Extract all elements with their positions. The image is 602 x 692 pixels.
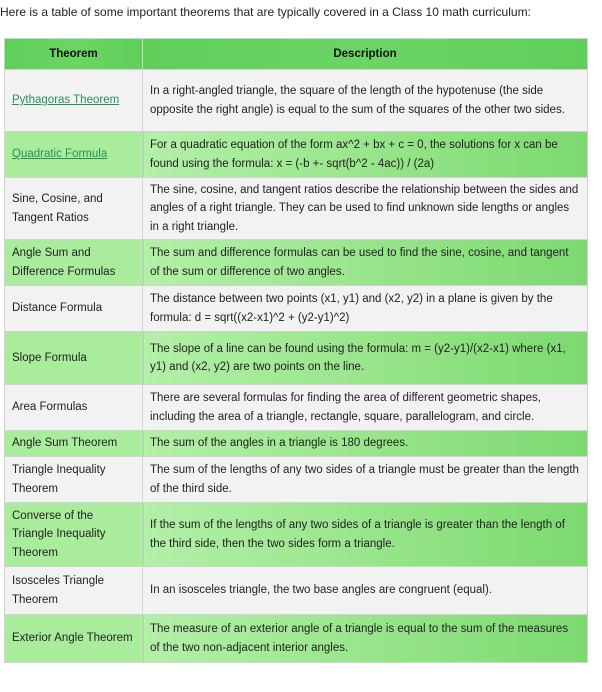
theorem-cell xyxy=(5,70,143,132)
theorem-cell: Slope Formula xyxy=(5,332,143,385)
table-row xyxy=(5,178,588,240)
header-theorem: Theorem xyxy=(5,39,143,70)
theorems-table xyxy=(4,38,588,663)
table-row xyxy=(5,431,588,457)
description-cell: There are several formulas for finding the area of different geometric shapes, including the area of a triangle, rectangle, square, parallelogram, and circle. xyxy=(143,385,588,431)
theorem-cell: Isosceles Triangle Theorem xyxy=(5,567,143,615)
description-cell: If the sum of the lengths of any two sides of a triangle is greater than the length of the third side, then the two sides form a triangle. xyxy=(143,503,588,567)
table-row xyxy=(5,70,588,132)
theorem-cell: Distance Formula xyxy=(5,286,143,332)
description-cell: In an isosceles triangle, the two base angles are congruent (equal). xyxy=(143,567,588,615)
table-row xyxy=(5,332,588,385)
table-row xyxy=(5,286,588,332)
theorem-link-pythagoras[interactable]: Pythagoras Theorem xyxy=(12,94,120,107)
table-row xyxy=(5,503,588,567)
theorem-cell: Triangle Inequality Theorem xyxy=(5,457,143,503)
table-header-row xyxy=(5,39,588,70)
theorem-cell: Angle Sum Theorem xyxy=(5,431,143,457)
table-row xyxy=(5,240,588,286)
theorem-cell: Exterior Angle Theorem xyxy=(5,615,143,663)
intro-text: Here is a table of some important theorems that are typically covered in a Class 10 math curriculum: xyxy=(0,5,531,19)
description-cell: The distance between two points (x1, y1) and (x2, y2) in a plane is given by the formula: d = sqrt((x2-x1)^2 + (y2-y1)^2) xyxy=(143,286,588,332)
description-cell: The measure of an exterior angle of a triangle is equal to the sum of the measures of the two non-adjacent interior angles. xyxy=(143,615,588,663)
theorem-cell xyxy=(5,132,143,178)
table-row xyxy=(5,385,588,431)
description-cell: In a right-angled triangle, the square of the length of the hypotenuse (the side opposite the right angle) is equal to the sum of the squares of the other two sides. xyxy=(143,70,588,132)
table-row xyxy=(5,457,588,503)
table-row xyxy=(5,567,588,615)
theorem-link-quadratic[interactable]: Quadratic Formula xyxy=(12,148,108,161)
table-row xyxy=(5,132,588,178)
theorem-cell: Sine, Cosine, and Tangent Ratios xyxy=(5,178,143,240)
table-row xyxy=(5,615,588,663)
description-cell: For a quadratic equation of the form ax^2 + bx + c = 0, the solutions for x can be found using the formula: x = (-b +- sqrt(b^2 - 4ac)) / (2a) xyxy=(143,132,588,178)
description-cell: The sine, cosine, and tangent ratios describe the relationship between the sides and angles of a right triangle. They can be used to find unknown side lengths or angles in a right triangle. xyxy=(143,178,588,240)
header-description: Description xyxy=(143,39,588,70)
description-cell: The slope of a line can be found using the formula: m = (y2-y1)/(x2-x1) where (x1, y1) and (x2, y2) are two points on the line. xyxy=(143,332,588,385)
theorem-cell: Area Formulas xyxy=(5,385,143,431)
description-cell: The sum of the angles in a triangle is 180 degrees. xyxy=(143,431,588,457)
theorem-cell: Converse of the Triangle Inequality Theorem xyxy=(5,503,143,567)
theorem-cell: Angle Sum and Difference Formulas xyxy=(5,240,143,286)
description-cell: The sum of the lengths of any two sides of a triangle must be greater than the length of the third side. xyxy=(143,457,588,503)
description-cell: The sum and difference formulas can be used to find the sine, cosine, and tangent of the sum or difference of two angles. xyxy=(143,240,588,286)
